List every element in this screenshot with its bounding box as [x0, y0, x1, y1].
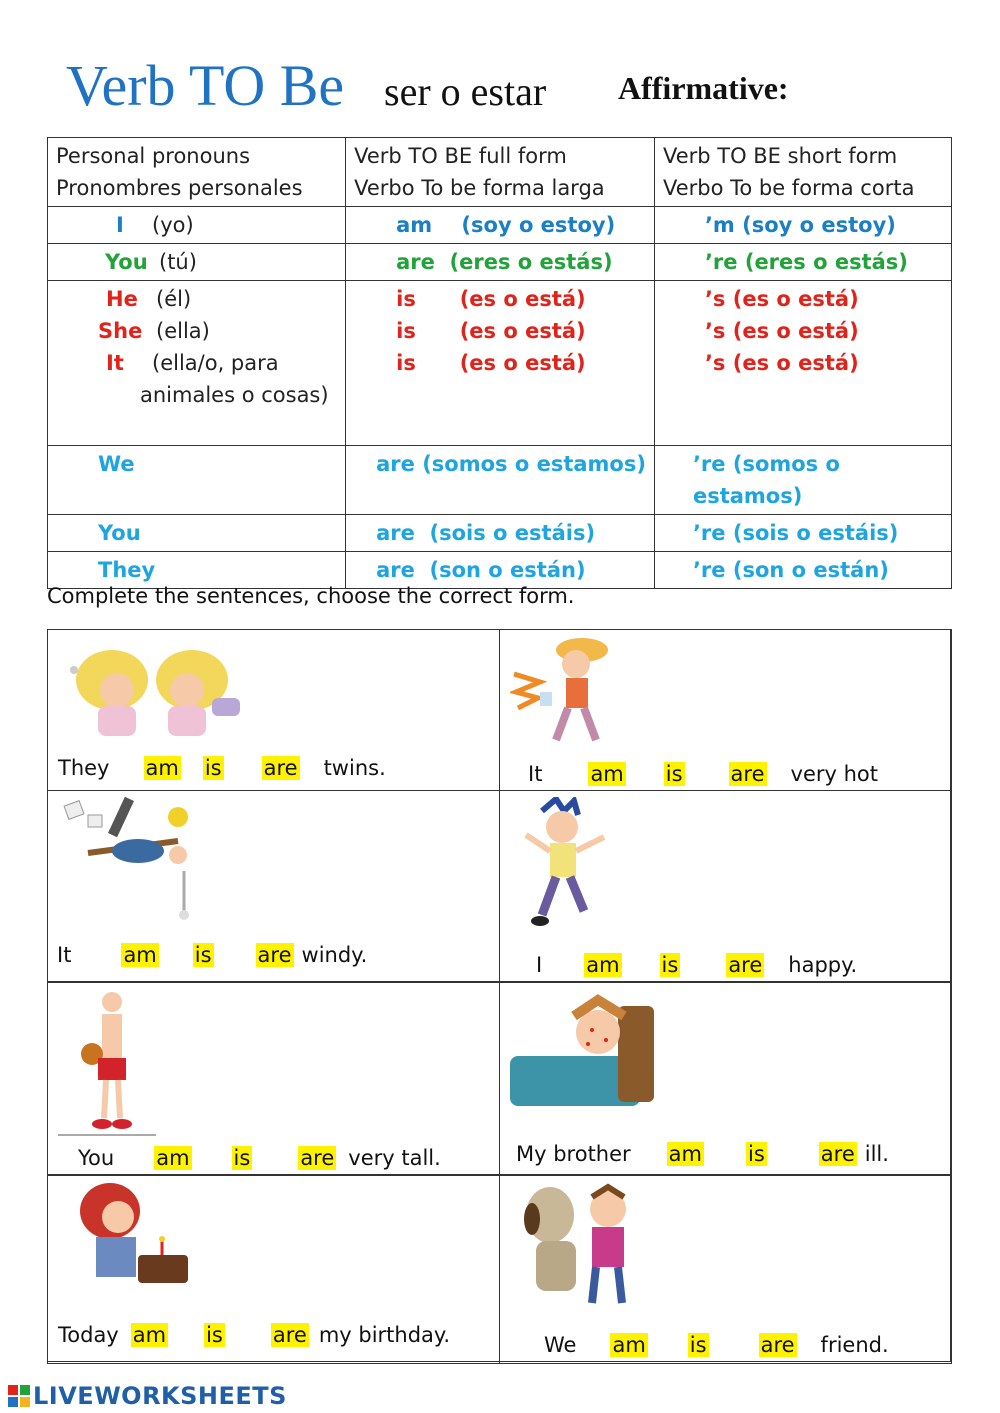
option-are[interactable]: are [760, 1333, 795, 1357]
logo-icon [8, 1385, 30, 1407]
option-are[interactable]: are [730, 762, 765, 786]
header-pronouns: Personal pronouns Pronombres personales [48, 138, 346, 207]
sentence-7: Today am is are my birthday. [58, 1323, 451, 1347]
twins-illustration [62, 640, 252, 745]
option-am[interactable]: am [132, 1323, 167, 1347]
option-is[interactable]: is [206, 1323, 223, 1347]
short-form-i: ’m (soy o estoy) [654, 207, 951, 244]
liveworksheets-logo: LIVEWORKSHEETS [8, 1382, 287, 1410]
conjugation-table [47, 137, 952, 589]
option-is[interactable]: is [665, 762, 683, 786]
table-row: He (él) She (ella) It (ella/o, para animales o cosas) is (es o está) is (es o está) is (es o está) ’s (es o está) ’s (es o está) ’s (es o está) [48, 281, 952, 446]
sentence-1: They am is are twins. [58, 756, 386, 780]
short-form-we: ’re (somos o estamos) [654, 446, 951, 515]
instruction-text: Complete the sentences, choose the correct form. [47, 584, 575, 608]
sentence-5: You am is are very tall. [78, 1146, 441, 1170]
exercise-cell-7 [47, 1174, 500, 1364]
full-form-you-plural: are (sois o estáis) [346, 515, 655, 552]
pronoun-you-plural: You [48, 515, 346, 552]
table-row [48, 552, 952, 589]
full-form-they: are (son o están) [346, 552, 655, 589]
pronoun-they: They [48, 552, 346, 589]
exercise-cell-5 [47, 981, 500, 1176]
option-am[interactable]: am [586, 953, 620, 977]
short-form-you-plural: ’re (sois o estáis) [654, 515, 951, 552]
header-short-form: Verb TO BE short form Verbo To be forma corta [654, 138, 951, 207]
exercise-cell-8 [499, 1174, 952, 1364]
sentence-2: It am is are very hot [528, 762, 878, 786]
sentence-6: My brother am is are ill. [516, 1142, 889, 1166]
birthday-illustration [58, 1181, 198, 1296]
option-is[interactable]: is [204, 756, 222, 780]
pronoun-he: He [106, 287, 138, 311]
option-is[interactable]: is [194, 943, 212, 967]
option-are[interactable]: are [257, 943, 292, 967]
full-form-i: am (soy o estoy) [346, 207, 655, 244]
title-sub: ser o estar [384, 69, 547, 114]
exercise-cell-3 [47, 790, 500, 983]
option-am[interactable]: am [668, 1142, 702, 1166]
tall-person-illustration [56, 988, 166, 1136]
pronoun-i: I [116, 213, 124, 237]
option-is[interactable]: is [748, 1142, 765, 1166]
option-are[interactable]: are [820, 1142, 855, 1166]
exercise-cell-4 [499, 790, 952, 983]
title-main: Verb TO Be [66, 53, 345, 118]
table-row: You (tú) are (eres o estás) ’re (eres o estás) [48, 244, 952, 281]
option-are[interactable]: are [728, 953, 763, 977]
pronoun-you: You [105, 250, 148, 274]
short-form-they: ’re (son o están) [654, 552, 951, 589]
header-full-form: Verb TO BE full form Verbo To be forma larga [346, 138, 655, 207]
sentence-3: It am is are windy. [57, 943, 368, 967]
sentence-8: We am is are friend. [544, 1333, 889, 1357]
ill-person-in-bed-illustration [508, 986, 668, 1116]
option-is[interactable]: is [661, 953, 679, 977]
full-form-we: are (somos o estamos) [346, 446, 655, 515]
exercise-grid [47, 629, 951, 1362]
exercise-cell-2 [499, 629, 952, 791]
option-am[interactable]: am [590, 762, 624, 786]
option-am[interactable]: am [612, 1333, 646, 1357]
option-am[interactable]: am [123, 943, 157, 967]
option-are[interactable]: are [263, 756, 298, 780]
pronoun-we: We [48, 446, 346, 515]
full-form-he-she-it: is (es o está) is (es o está) is (es o está) [346, 281, 655, 446]
title-affirmative: Affirmative: [618, 70, 789, 106]
option-is[interactable]: is [689, 1333, 707, 1357]
table-row [48, 515, 952, 552]
happy-person-illustration [512, 797, 622, 942]
option-is[interactable]: is [233, 1146, 251, 1170]
table-row: I (yo) am (soy o estoy) ’m (soy o estoy) [48, 207, 952, 244]
option-are[interactable]: are [300, 1146, 335, 1170]
full-form-you: are (eres o estás) [346, 244, 655, 281]
short-form-you: ’re (eres o estás) [654, 244, 951, 281]
option-am[interactable]: am [156, 1146, 190, 1170]
option-am[interactable]: am [145, 756, 179, 780]
pronoun-it: It [106, 351, 124, 375]
exercise-cell-6 [499, 981, 952, 1176]
short-form-he-she-it: ’s (es o está) ’s (es o está) ’s (es o está) [654, 281, 951, 446]
table-header-row [48, 138, 952, 207]
table-row [48, 446, 952, 515]
windy-illustration [58, 793, 208, 928]
exercise-cell-1 [47, 629, 500, 791]
friends-illustration [512, 1179, 652, 1319]
hot-person-illustration [510, 634, 630, 749]
sentence-4: I am is are happy. [536, 953, 858, 977]
option-are[interactable]: are [272, 1323, 307, 1347]
pronoun-she: She [98, 319, 143, 343]
